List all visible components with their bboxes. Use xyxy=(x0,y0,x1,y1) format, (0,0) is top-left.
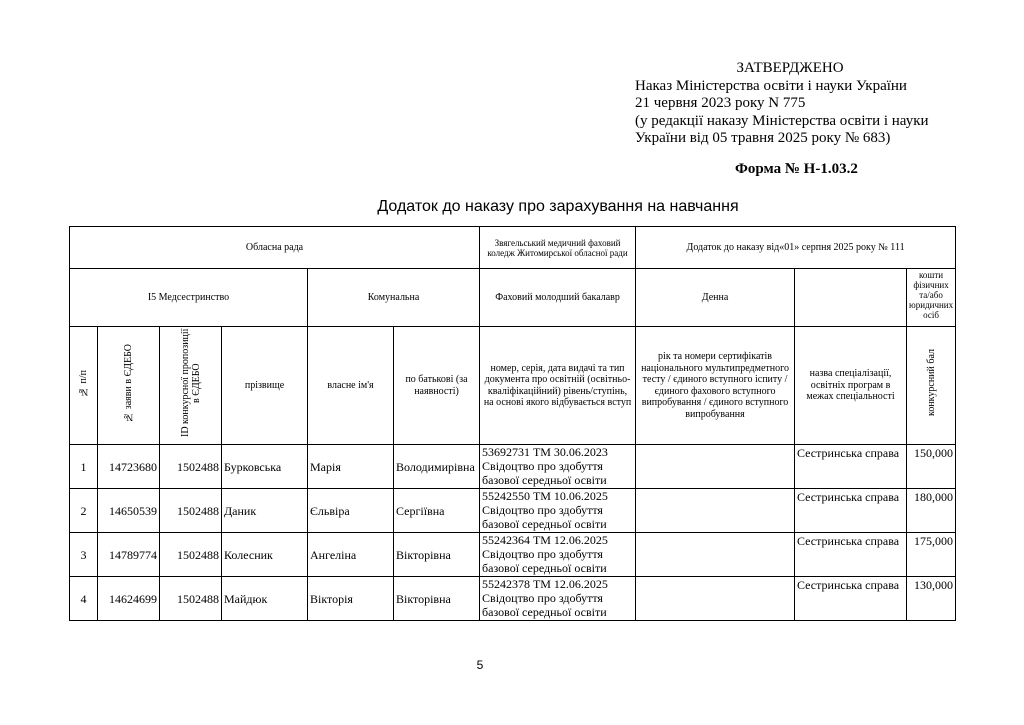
table-row xyxy=(70,445,956,489)
row-certificates xyxy=(636,577,795,621)
row-num: 1 xyxy=(70,445,98,489)
row-surname: Майдюк xyxy=(222,577,308,621)
row-surname: Колесник xyxy=(222,533,308,577)
row-offer-id: 1502488 xyxy=(160,445,222,489)
col-app-no-label: № заяви в ЄДЕБО xyxy=(123,343,134,423)
college-cell: Звягельський медичний фаховий коледж Житомирської обласної ради xyxy=(480,227,636,269)
row-specialization: Сестринська справа xyxy=(795,445,907,489)
col-score-header xyxy=(907,327,956,445)
column-header-row xyxy=(70,327,956,445)
approval-block xyxy=(635,60,995,148)
header-row-1 xyxy=(70,227,956,269)
row-certificates xyxy=(636,533,795,577)
row-document-line: 55242550 ТМ 10.06.2025 xyxy=(482,489,608,503)
col-specialization-header: назва спеціалізації, освітніх програм в межах спеціальності xyxy=(795,327,907,445)
row-document xyxy=(480,489,636,533)
study-form-cell: Денна xyxy=(636,269,795,327)
region-council-cell: Обласна рада xyxy=(70,227,480,269)
approval-line: 21 червня 2023 року N 775 xyxy=(635,95,806,111)
approval-line: України від 05 травня 2025 року № 683) xyxy=(635,130,891,146)
row-app-no: 14650539 xyxy=(98,489,160,533)
row-app-no: 14723680 xyxy=(98,445,160,489)
row-document-line: базової середньої освіти xyxy=(482,517,607,531)
empty-cell xyxy=(795,269,907,327)
row-document-line: 55242364 ТМ 12.06.2025 xyxy=(482,533,608,547)
col-num-header xyxy=(70,327,98,445)
row-certificates xyxy=(636,489,795,533)
row-document-line: Свідоцтво про здобуття xyxy=(482,591,603,605)
row-document-line: базової середньої освіти xyxy=(482,561,607,575)
col-certificates-header: рік та номери сертифікатів національного мультипредметного тесту / єдиного вступного іспиту / єдиного фахового вступного випробування / єдиного вступного випробування xyxy=(636,327,795,445)
row-first-name: Ангеліна xyxy=(308,533,394,577)
row-app-no: 14624699 xyxy=(98,577,160,621)
row-patronymic: Вікторівна xyxy=(394,533,480,577)
row-first-name: Вікторія xyxy=(308,577,394,621)
col-offer-id-label: ID конкурсної пропозиції в ЄДЕБО xyxy=(179,328,202,438)
row-patronymic: Володимирівна xyxy=(394,445,480,489)
row-num: 4 xyxy=(70,577,98,621)
row-document-line: 55242378 ТМ 12.06.2025 xyxy=(482,577,608,591)
row-score: 175,000 xyxy=(907,533,956,577)
row-document-line: Свідоцтво про здобуття xyxy=(482,459,603,473)
row-score: 180,000 xyxy=(907,489,956,533)
col-surname-header: прізвище xyxy=(222,327,308,445)
table-row xyxy=(70,489,956,533)
row-offer-id: 1502488 xyxy=(160,577,222,621)
row-document-line: 53692731 ТМ 30.06.2023 xyxy=(482,445,608,459)
funding-cell: кошти фізичних та/або юридичних осіб xyxy=(907,269,956,327)
row-patronymic: Сергіївна xyxy=(394,489,480,533)
row-certificates xyxy=(636,445,795,489)
row-document xyxy=(480,577,636,621)
ownership-cell: Комунальна xyxy=(308,269,480,327)
col-app-no-header xyxy=(98,327,160,445)
specialty-cell: І5 Медсестринство xyxy=(70,269,308,327)
row-document-line: базової середньої освіти xyxy=(482,605,607,619)
order-ref-cell: Додаток до наказу від«01» серпня 2025 року № 111 xyxy=(636,227,956,269)
row-score: 150,000 xyxy=(907,445,956,489)
row-first-name: Єльвіра xyxy=(308,489,394,533)
row-document xyxy=(480,533,636,577)
row-app-no: 14789774 xyxy=(98,533,160,577)
row-offer-id: 1502488 xyxy=(160,533,222,577)
row-surname: Даник xyxy=(222,489,308,533)
row-specialization: Сестринська справа xyxy=(795,533,907,577)
form-number: Форма № Н-1.03.2 xyxy=(735,161,858,177)
row-score: 130,000 xyxy=(907,577,956,621)
row-document-line: Свідоцтво про здобуття xyxy=(482,547,603,561)
col-patronymic-header: по батькові (за наявності) xyxy=(394,327,480,445)
row-specialization: Сестринська справа xyxy=(795,489,907,533)
row-first-name: Марія xyxy=(308,445,394,489)
row-offer-id: 1502488 xyxy=(160,489,222,533)
row-document-line: базової середньої освіти xyxy=(482,473,607,487)
row-document-line: Свідоцтво про здобуття xyxy=(482,503,603,517)
col-num-label: № п/п xyxy=(78,369,89,397)
col-score-label: конкурсний бал xyxy=(925,349,937,417)
col-first-name-header: власне ім'я xyxy=(308,327,394,445)
table-row xyxy=(70,577,956,621)
row-surname: Бурковська xyxy=(222,445,308,489)
row-num: 3 xyxy=(70,533,98,577)
approval-line: (у редакції наказу Міністерства освіти і науки xyxy=(635,112,929,129)
approval-line: Наказ Міністерства освіти і науки України xyxy=(635,77,907,94)
row-patronymic: Вікторівна xyxy=(394,577,480,621)
row-num: 2 xyxy=(70,489,98,533)
enrollment-table xyxy=(69,226,956,621)
document-title: Додаток до наказу про зарахування на навчання xyxy=(377,198,739,215)
col-offer-id-header xyxy=(160,327,222,445)
page-number: 5 xyxy=(476,658,484,672)
col-document-header: номер, серія, дата видачі та тип документа про освітній (освітньо-кваліфікаційний) рівень/ступінь, на основі якого відбувається вступ xyxy=(480,327,636,445)
header-row-2 xyxy=(70,269,956,327)
table-row xyxy=(70,533,956,577)
approval-heading: ЗАТВЕРДЖЕНО xyxy=(736,60,844,76)
row-specialization: Сестринська справа xyxy=(795,577,907,621)
row-document xyxy=(480,445,636,489)
degree-cell: Фаховий молодший бакалавр xyxy=(480,269,636,327)
